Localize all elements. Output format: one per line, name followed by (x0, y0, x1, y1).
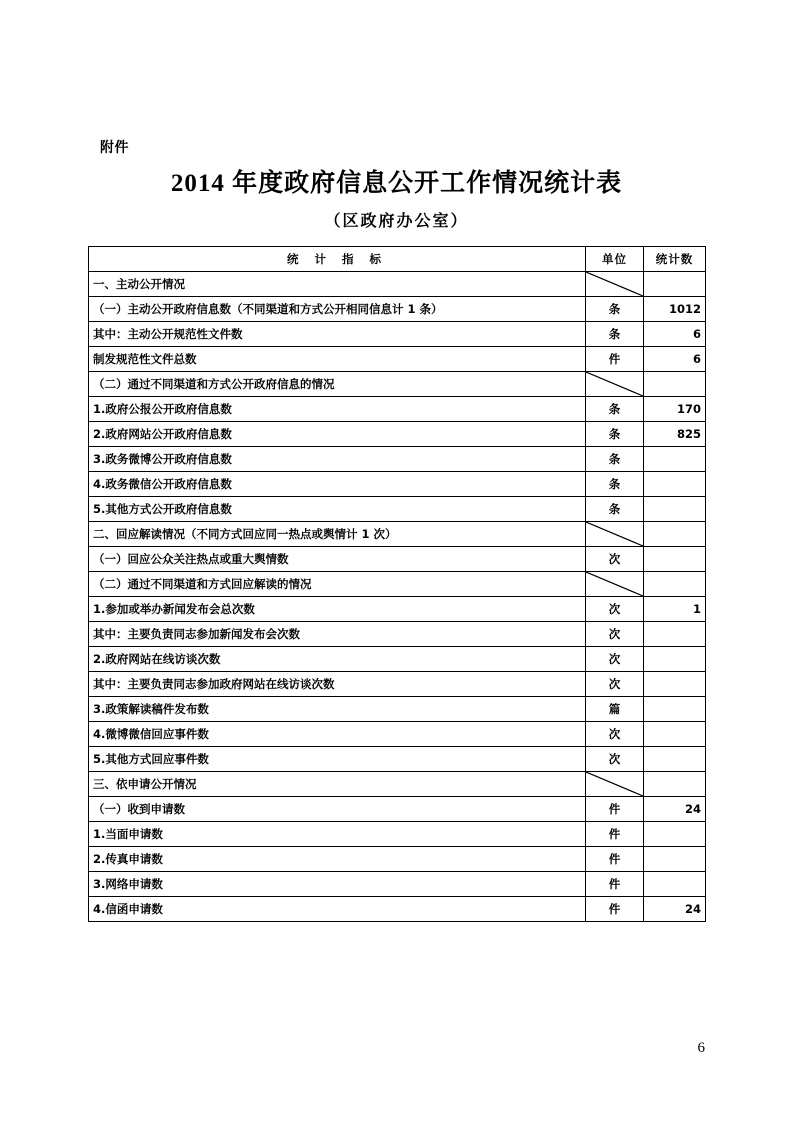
table-row (89, 422, 706, 447)
row-unit-blank (586, 572, 644, 597)
row-indicator-label: （二）通过不同渠道和方式公开政府信息的情况 (89, 372, 586, 397)
row-value (644, 547, 706, 572)
row-unit: 次 (586, 672, 644, 697)
table-row (89, 372, 706, 397)
row-indicator-label: 1.参加或举办新闻发布会总次数 (89, 597, 586, 622)
row-indicator-label: 4.政务微信公开政府信息数 (89, 472, 586, 497)
table-body (89, 272, 706, 922)
table-row (89, 547, 706, 572)
row-unit-blank (586, 272, 644, 297)
row-indicator-label: 2.政府网站公开政府信息数 (89, 422, 586, 447)
row-indicator-label: 2.传真申请数 (89, 847, 586, 872)
row-indicator-label: 其中：主要负责同志参加新闻发布会次数 (89, 622, 586, 647)
row-unit: 条 (586, 297, 644, 322)
row-unit: 件 (586, 347, 644, 372)
row-indicator-label: 三、依申请公开情况 (89, 772, 586, 797)
row-unit: 条 (586, 422, 644, 447)
table-row (89, 897, 706, 922)
row-indicator-label: 二、回应解读情况（不同方式回应同一热点或舆情计 1 次） (89, 522, 586, 547)
row-unit: 件 (586, 872, 644, 897)
table-row (89, 322, 706, 347)
row-unit: 条 (586, 322, 644, 347)
row-unit: 次 (586, 622, 644, 647)
row-indicator-label: 4.微博微信回应事件数 (89, 722, 586, 747)
row-value (644, 522, 706, 547)
row-value: 6 (644, 322, 706, 347)
table-row (89, 347, 706, 372)
row-indicator-label: 3.网络申请数 (89, 872, 586, 897)
table-row (89, 797, 706, 822)
statistics-table (88, 246, 706, 922)
row-value (644, 272, 706, 297)
table-row (89, 722, 706, 747)
row-value: 1 (644, 597, 706, 622)
row-unit: 篇 (586, 697, 644, 722)
page-subtitle: （区政府办公室） (324, 213, 469, 230)
row-indicator-label: 其中：主动公开规范性文件数 (89, 322, 586, 347)
row-unit: 条 (586, 472, 644, 497)
row-value (644, 697, 706, 722)
row-indicator-label: 1.政府公报公开政府信息数 (89, 397, 586, 422)
row-unit: 条 (586, 497, 644, 522)
row-indicator-label: （一）收到申请数 (89, 797, 586, 822)
row-indicator-label: 2.政府网站在线访谈次数 (89, 647, 586, 672)
row-value (644, 672, 706, 697)
table-row (89, 872, 706, 897)
attachment-label: 附件 (100, 140, 129, 156)
row-unit: 次 (586, 547, 644, 572)
table-row (89, 622, 706, 647)
table-row (89, 597, 706, 622)
row-value (644, 822, 706, 847)
table-header-row (89, 247, 706, 272)
row-value (644, 872, 706, 897)
row-value: 170 (644, 397, 706, 422)
table-row (89, 397, 706, 422)
row-indicator-label: 1.当面申请数 (89, 822, 586, 847)
row-indicator-label: 5.其他方式回应事件数 (89, 747, 586, 772)
row-value (644, 572, 706, 597)
row-unit: 次 (586, 722, 644, 747)
row-unit: 次 (586, 647, 644, 672)
row-value: 6 (644, 347, 706, 372)
row-value (644, 372, 706, 397)
column-header-value: 统计数 (644, 247, 706, 272)
row-unit: 件 (586, 797, 644, 822)
table-row (89, 747, 706, 772)
table-row (89, 822, 706, 847)
row-value (644, 647, 706, 672)
row-unit: 次 (586, 597, 644, 622)
row-value (644, 497, 706, 522)
table-row (89, 522, 706, 547)
row-unit-blank (586, 522, 644, 547)
row-indicator-label: 其中：主要负责同志参加政府网站在线访谈次数 (89, 672, 586, 697)
row-indicator-label: 5.其他方式公开政府信息数 (89, 497, 586, 522)
row-value (644, 847, 706, 872)
row-value: 24 (644, 797, 706, 822)
table-row (89, 672, 706, 697)
table-row (89, 572, 706, 597)
column-header-indicator: 统 计 指 标 (89, 247, 586, 272)
table-row (89, 697, 706, 722)
table-row (89, 472, 706, 497)
row-indicator-label: 3.政策解读稿件发布数 (89, 697, 586, 722)
row-value (644, 747, 706, 772)
row-unit-blank (586, 372, 644, 397)
table-row (89, 447, 706, 472)
table-row (89, 497, 706, 522)
row-unit: 次 (586, 747, 644, 772)
row-unit: 条 (586, 447, 644, 472)
row-value: 1012 (644, 297, 706, 322)
table-header (89, 247, 706, 272)
row-unit-blank (586, 772, 644, 797)
row-value: 825 (644, 422, 706, 447)
row-indicator-label: 制发规范性文件总数 (89, 347, 586, 372)
column-header-unit: 单位 (586, 247, 644, 272)
table-row (89, 847, 706, 872)
row-value (644, 447, 706, 472)
row-unit: 件 (586, 822, 644, 847)
row-unit: 件 (586, 847, 644, 872)
row-unit: 条 (586, 397, 644, 422)
row-value (644, 622, 706, 647)
row-value (644, 722, 706, 747)
page-title: 2014 年度政府信息公开工作情况统计表 (170, 170, 623, 197)
row-indicator-label: 3.政务微博公开政府信息数 (89, 447, 586, 472)
row-indicator-label: 一、主动公开情况 (89, 272, 586, 297)
table-row (89, 297, 706, 322)
table-row (89, 272, 706, 297)
row-unit: 件 (586, 897, 644, 922)
row-indicator-label: （一）回应公众关注热点或重大舆情数 (89, 547, 586, 572)
table-row (89, 647, 706, 672)
table-row (89, 772, 706, 797)
row-indicator-label: （二）通过不同渠道和方式回应解读的情况 (89, 572, 586, 597)
row-indicator-label: （一）主动公开政府信息数（不同渠道和方式公开相同信息计 1 条） (89, 297, 586, 322)
row-value (644, 472, 706, 497)
row-indicator-label: 4.信函申请数 (89, 897, 586, 922)
row-value: 24 (644, 897, 706, 922)
row-value (644, 772, 706, 797)
page-number: 6 (697, 1040, 705, 1056)
